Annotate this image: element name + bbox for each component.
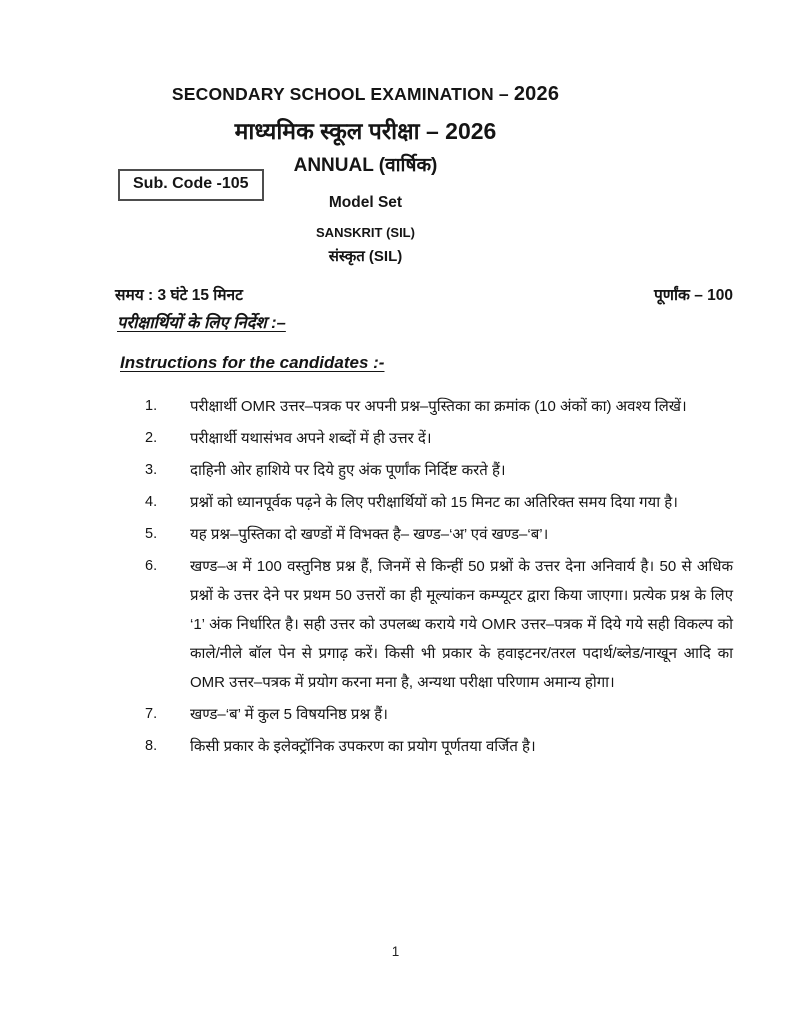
exam-session: ANNUAL (वार्षिक) bbox=[293, 155, 438, 176]
header bbox=[0, 0, 731, 267]
subject-name-hindi: संस्कृत (SIL) bbox=[328, 248, 403, 265]
instructions-list bbox=[145, 392, 733, 761]
instruction-text: खण्ड–अ में 100 वस्तुनिष्ठ प्रश्न हैं, जिनमें से किन्हीं 50 प्रश्नों के उत्तर देना अनिवार्य है। 50 से अधिक प्रश्नों के उत्तर देने पर प्रथम 50 उत्तरों का ही मूल्यांकन कम्प्यूटर द्वारा किया जाएगा। प्रत्येक प्रश्न के लिए ‘1’ अंक निर्धारित है। सही उत्तर को उपलब्ध कराये गये OMR उत्तर–पत्रक में दिये गये सही विकल्प को काले/नीले बॉल पेन से प्रगाढ़ करें। किसी भी प्रकार के हवाइटनर/तरल पदार्थ/ब्लेड/नाखून आदि का OMR उत्तर–पत्रक में प्रयोग करना मना है, अन्यथा परीक्षा परिणाम अमान्य होगा। bbox=[190, 558, 733, 691]
instructions-heading-english: Instructions for the candidates :- bbox=[120, 353, 385, 372]
full-marks: पूर्णांक – 100 bbox=[653, 287, 733, 304]
instruction-item bbox=[145, 392, 733, 421]
subject-code-box: Sub. Code -105 bbox=[118, 169, 264, 201]
instruction-number: 7. bbox=[145, 706, 158, 722]
meta-row bbox=[115, 283, 733, 305]
instruction-text: परीक्षार्थी OMR उत्तर–पत्रक पर अपनी प्रश्न–पुस्तिका का क्रमांक (10 अंकों का) अवश्य लिखें। bbox=[190, 398, 687, 415]
instruction-item bbox=[145, 520, 733, 549]
instruction-number: 5. bbox=[145, 526, 158, 542]
exam-title-english-text: SECONDARY SCHOOL EXAMINATION – bbox=[171, 84, 509, 104]
instructions-heading-english-row bbox=[0, 332, 791, 372]
instruction-number: 6. bbox=[145, 558, 158, 574]
instruction-item bbox=[145, 488, 733, 517]
instructions-heading-hindi: परीक्षार्थियों के लिए निर्देश :– bbox=[117, 314, 286, 332]
instruction-item bbox=[145, 700, 733, 729]
exam-year: 2026 bbox=[513, 83, 560, 105]
instruction-text: दाहिनी ओर हाशिये पर दिये हुए अंक पूर्णांक निर्दिष्ट करते हैं। bbox=[190, 462, 506, 479]
time-allowed: समय : 3 घंटे 15 मिनट bbox=[115, 287, 243, 304]
exam-title-english bbox=[0, 83, 731, 106]
instruction-number: 8. bbox=[145, 738, 158, 754]
instruction-item bbox=[145, 552, 733, 697]
instruction-text: यह प्रश्न–पुस्तिका दो खण्डों में विभक्त है– खण्ड–‘अ’ एवं खण्ड–‘ब’। bbox=[190, 526, 549, 543]
page-number: 1 bbox=[391, 944, 400, 959]
instruction-number: 3. bbox=[145, 462, 158, 478]
instruction-text: किसी प्रकार के इलेक्ट्रॉनिक उपकरण का प्रयोग पूर्णतया वर्जित है। bbox=[190, 738, 536, 755]
instructions-heading-hindi-row bbox=[0, 305, 791, 332]
instruction-item bbox=[145, 456, 733, 485]
instruction-number: 2. bbox=[145, 430, 158, 446]
instruction-item bbox=[145, 732, 733, 761]
instruction-number: 4. bbox=[145, 494, 158, 510]
instruction-item bbox=[145, 424, 733, 453]
instruction-text: परीक्षार्थी यथासंभव अपने शब्दों में ही उत्तर दें। bbox=[190, 430, 432, 447]
instruction-number: 1. bbox=[145, 398, 158, 414]
model-set-label: Model Set bbox=[328, 194, 403, 211]
instruction-text: खण्ड–‘ब’ में कुल 5 विषयनिष्ठ प्रश्न हैं। bbox=[190, 706, 388, 723]
subject-name-english: SANSKRIT (SIL) bbox=[316, 225, 415, 240]
instruction-text: प्रश्नों को ध्यानपूर्वक पढ़ने के लिए परीक्षार्थियों को 15 मिनट का अतिरिक्त समय दिया गया है। bbox=[190, 494, 678, 511]
exam-title-hindi: माध्यमिक स्कूल परीक्षा – 2026 bbox=[234, 118, 497, 144]
